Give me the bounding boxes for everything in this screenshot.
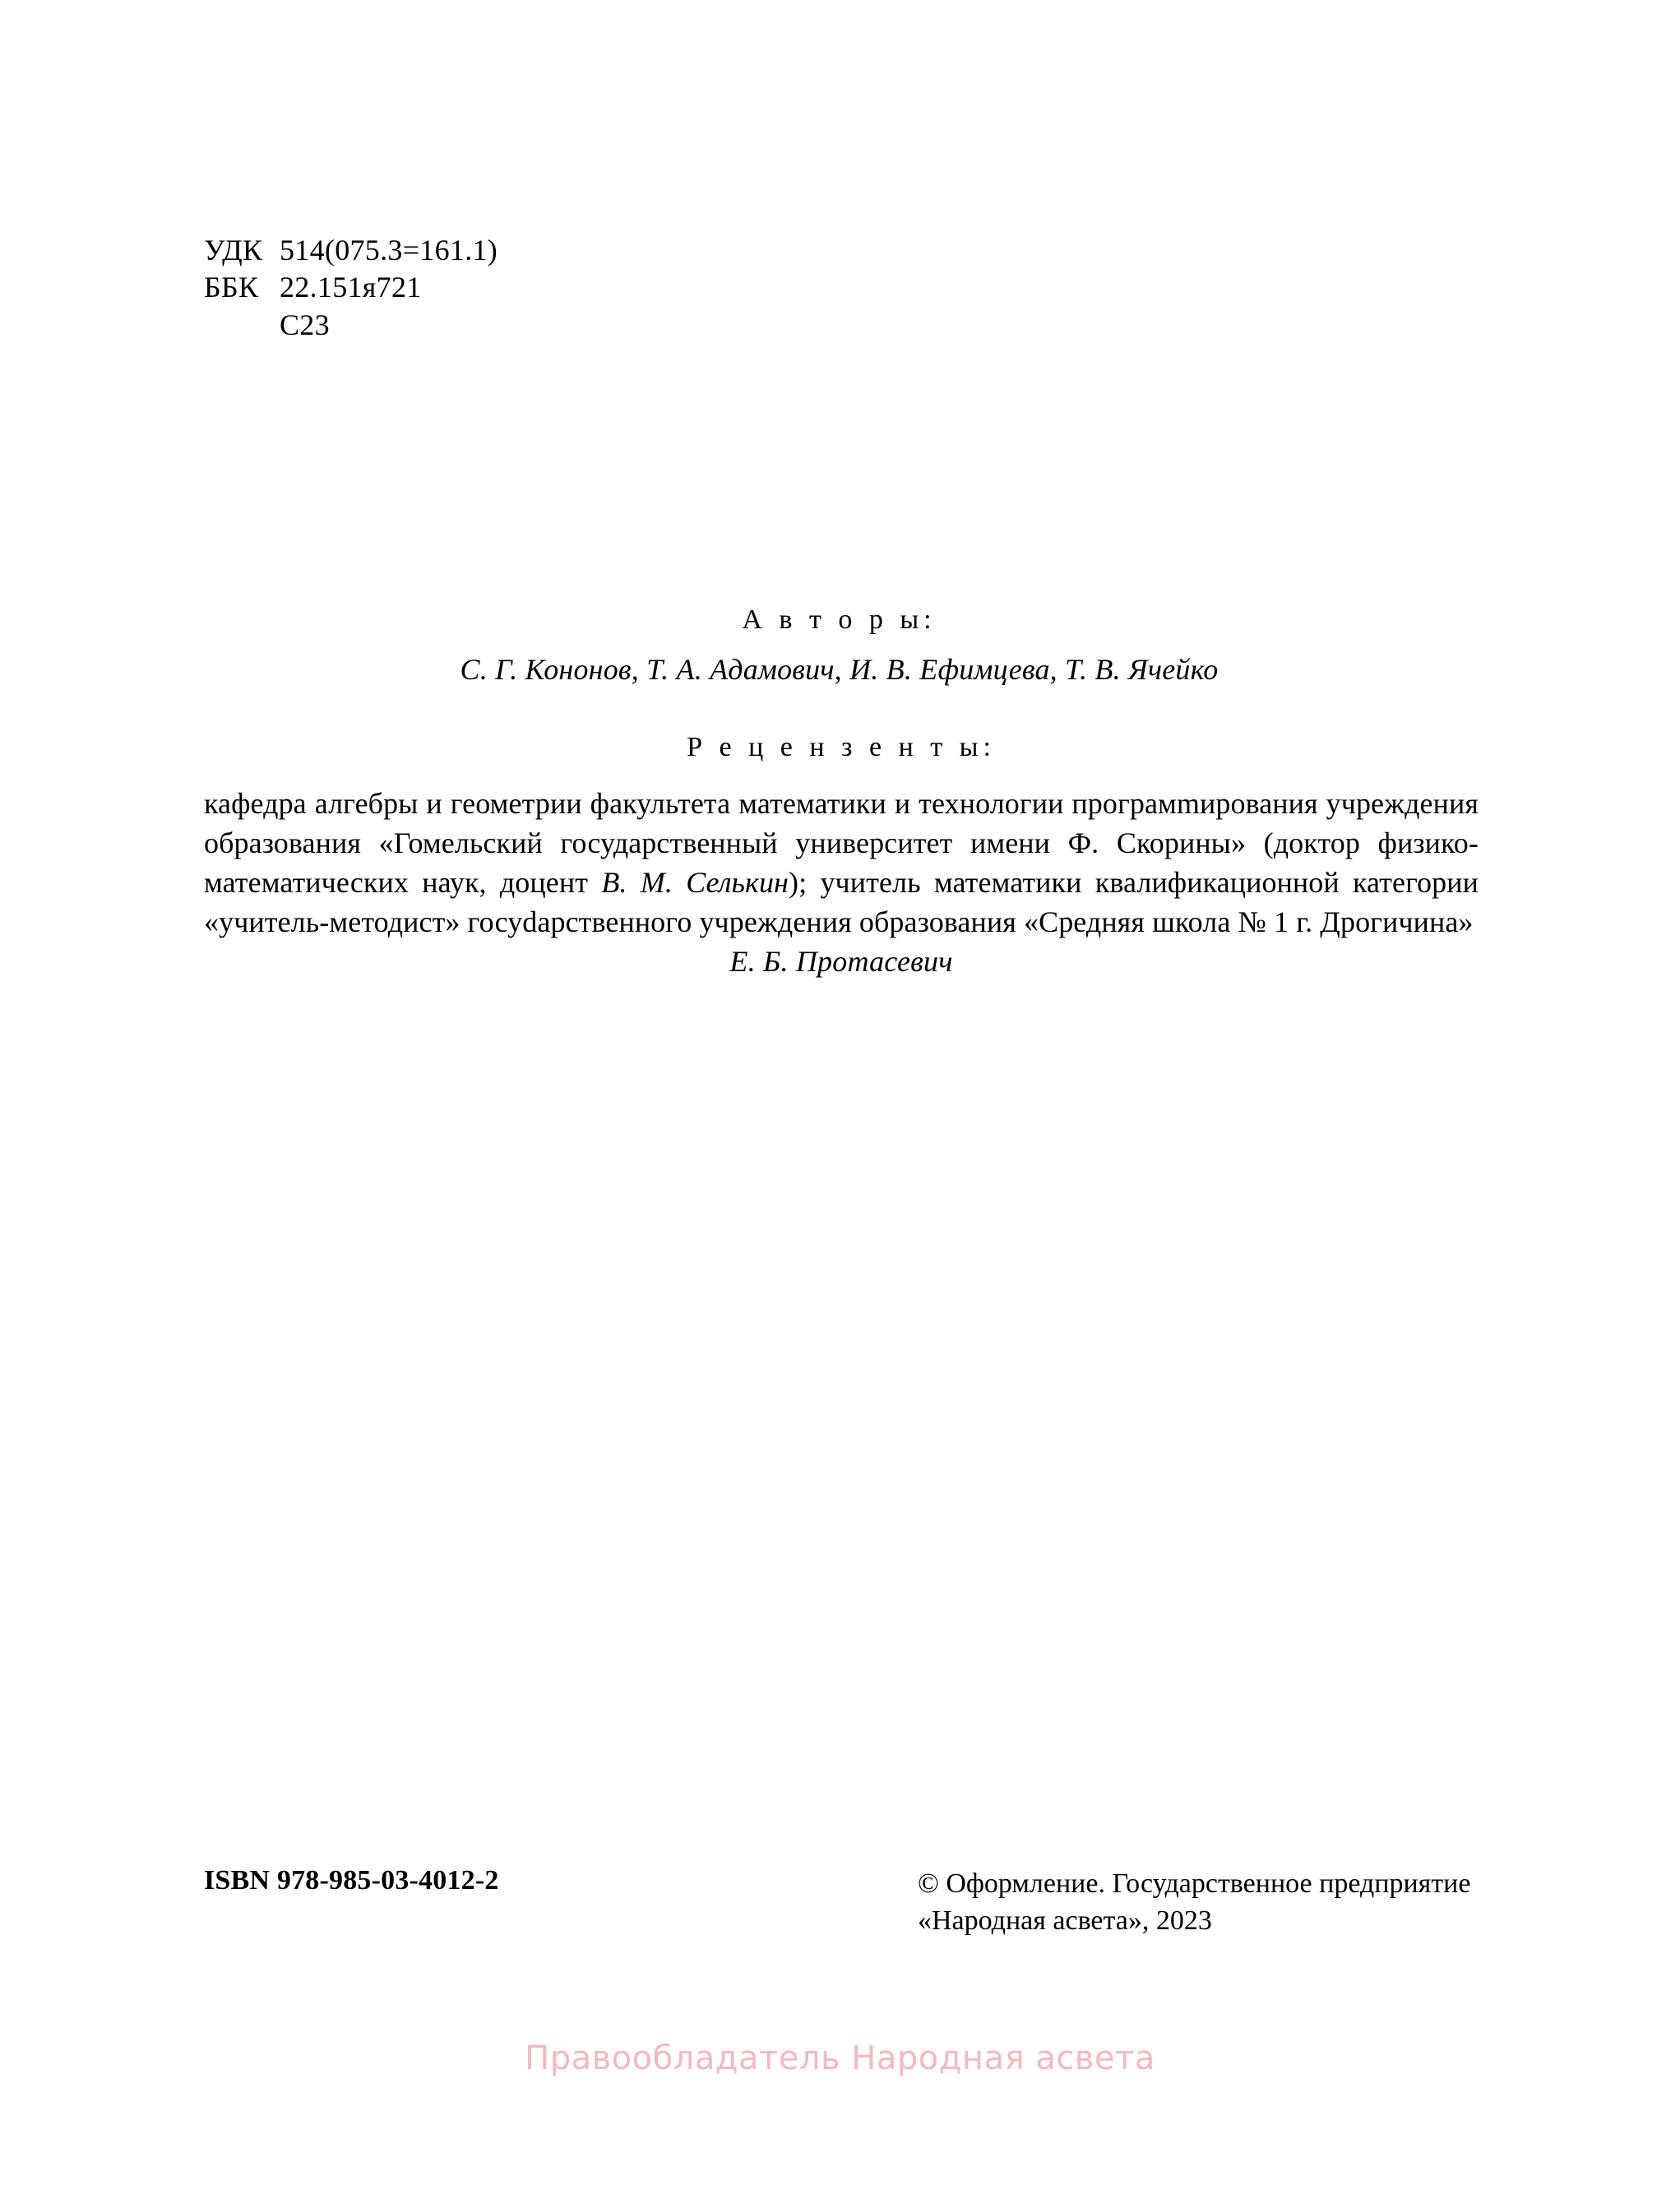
reviewers-heading: Р е ц е н з е н т ы: xyxy=(687,732,996,762)
isbn: ISBN 978-985-03-4012-2 xyxy=(204,1865,499,1896)
bbk-row xyxy=(204,269,498,306)
authors-heading: А в т о р ы: xyxy=(742,604,937,635)
authors-names: С. Г. Кононов, Т. А. Адамович, И. В. Ефимцева, Т. В. Ячейко xyxy=(460,653,1219,686)
udk-row xyxy=(204,232,498,269)
classification-block xyxy=(204,232,498,344)
bbk-value: 22.151я721 xyxy=(280,271,422,304)
reviewer-1-name: В. М. Селькин xyxy=(601,865,789,899)
watermark: Правообладатель Народная асвета xyxy=(525,2039,1155,2077)
udk-value: 514(075.3=161.1) xyxy=(280,234,498,266)
reviewer-2-name: Е. Б. Протасевич xyxy=(729,944,953,978)
reviewers-block xyxy=(204,732,1479,979)
reviewers-text-part2: ); учитель математики квалификационной категории «учитель-методист» госуdарственного учреждения образования «Средняя школа № 1 г. Дрогичина» xyxy=(204,865,1479,938)
udk-label: УДК xyxy=(204,234,263,266)
bbk-label: ББК xyxy=(204,271,259,304)
reviewers-text xyxy=(204,785,1479,942)
shelf-code: С23 xyxy=(280,308,330,341)
copyright-notice: © Оформление. Государственное предприятие «Народная асвета», 2023 xyxy=(918,1868,1471,1937)
authors-block xyxy=(204,604,1474,687)
footer-block xyxy=(204,1865,1477,1939)
reviewers-text-part1: кафедра алгебры и геометрии факультета математики и технологии програмmирования учреждения образования «Гомельский государственный университет имени Ф. Скорины» (доктор физико-математических наук, доцент xyxy=(204,787,1479,899)
